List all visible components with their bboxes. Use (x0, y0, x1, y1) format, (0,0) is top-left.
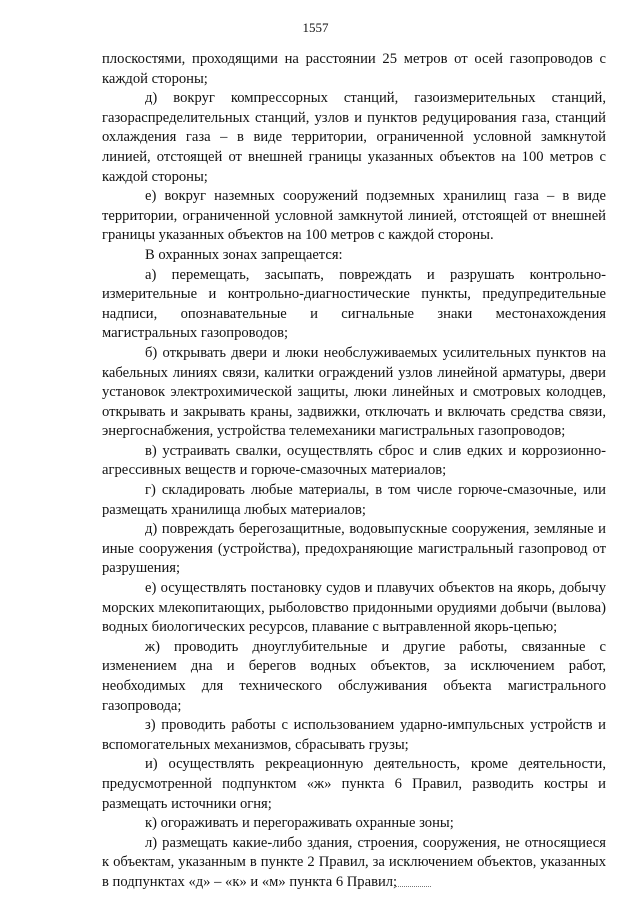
paragraph-item-g: г) складировать любые материалы, в том числе горюче-смазочные, или размещать хранилища любых материалов; (102, 482, 606, 518)
page-number: 1557 (302, 20, 329, 35)
paragraph-item-e-storage: е) вокруг наземных сооружений подземных хранилищ газа – в виде территории, ограниченной условной замкнутой линией, отстоящей от внешней границы указанных объектов на 100 метров с каждой стороны. (102, 188, 606, 244)
paragraph-prohibited-heading: В охранных зонах запрещается: (145, 246, 343, 263)
paragraph-item-z: з) проводить работы с использованием ударно-импульсных устройств и вспомогательных механизмов, сбрасывать грузы; (102, 717, 606, 753)
paragraph-item-k: к) огораживать и перегораживать охранные зоны; (145, 815, 454, 832)
paragraph-item-a: а) перемещать, засыпать, повреждать и разрушать контрольно-измерительные и контрольно-диагностические пункты, предупредительные надписи, опознавательные и сигнальные знаки местонахождения магистральных газопроводов; (102, 266, 606, 342)
paragraph-item-e: е) осуществлять постановку судов и плавучих объектов на якорь, добычу морских млекопитающих, рыболовство придонными орудиями добычи (вылова) водных биологических ресурсов, плавание с вытравленной якорь-цепью; (102, 580, 606, 636)
paragraph-item-v: в) устраивать свалки, осуществлять сброс и слив едких и коррозионно-агрессивных веществ и горюче-смазочных материалов; (102, 442, 606, 479)
paragraph-item-zh: ж) проводить дноуглубительные и другие работы, связанные с изменением дна и берегов водных объектов, за исключением работ, необходимых для технического обслуживания объекта магистрального газопровода; (102, 638, 606, 714)
paragraph-item-b: б) открывать двери и люки необслуживаемых усилительных пунктов на кабельных линиях связи, калитки ограждений узлов линейной арматуры, двери установок электрохимической защиты, люки линейных и смотровых колодцев, открывать и закрывать краны, задвижки, отключать и включать средства связи, энергоснабжения, устройства телемеханики магистральных газопроводов; (102, 344, 606, 440)
paragraph-item-d-compressor: д) вокруг компрессорных станций, газоизмерительных станций, газораспределительных станций, узлов и пунктов редуцирования газа, станций охлаждения газа – в виде территории, ограниченной условной замкнутой линией, отстоящей от внешней границы указанных объектов на 100 метров с каждой стороны; (102, 90, 606, 185)
paragraph-item-d: д) повреждать берегозащитные, водовыпускные сооружения, земляные и иные сооружения (устройства), предохраняющие магистральный газопровод от разрушения; (102, 521, 606, 577)
document-body (102, 50, 606, 893)
paragraph-continuation: плоскостями, проходящими на расстоянии 25 метров от осей газопроводов с каждой стороны; (102, 51, 606, 87)
footer-divider (395, 886, 431, 887)
paragraph-item-l: л) размещать какие-либо здания, строения, сооружения, не относящиеся к объектам, указанным в пункте 2 Правил, за исключением объектов, указанных в подпунктах «д» – «к» и «м» пункта 6 Правил; (102, 834, 606, 890)
paragraph-item-i: и) осуществлять рекреационную деятельность, кроме деятельности, предусмотренной подпунктом «ж» пункта 6 Правил, разводить костры и размещать источники огня; (102, 756, 606, 812)
